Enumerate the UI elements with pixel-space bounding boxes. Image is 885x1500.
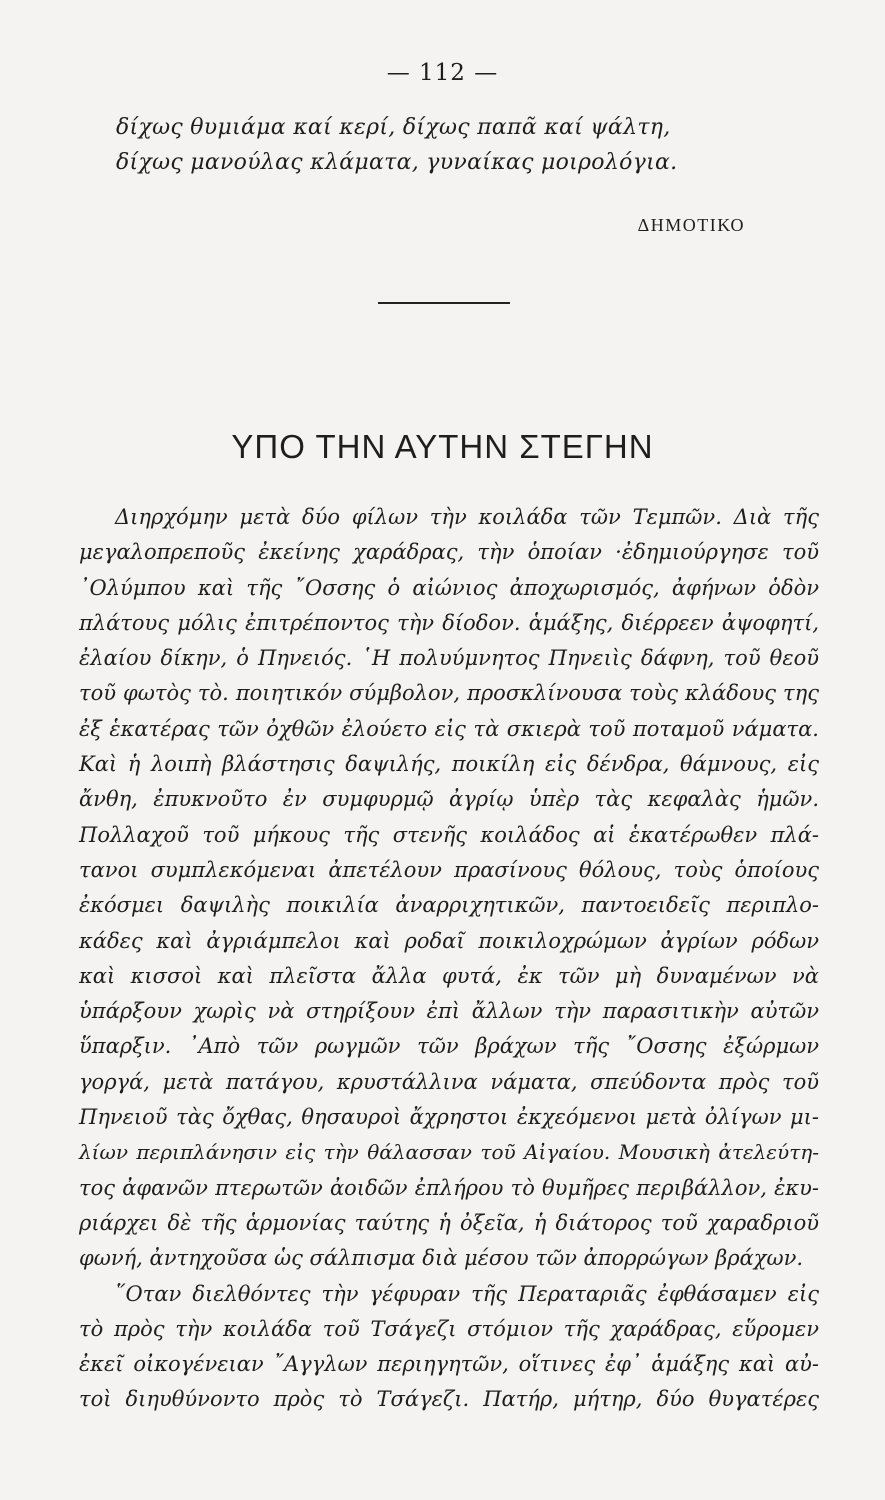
body-line: πλάτους μόλις ἐπιτρέποντος τὴν δίοδον. ἁμάξης, διέρρεεν ἀψοφητί, [79,610,819,635]
page-number: — 112 — [386,60,499,86]
body-line: ῞Οταν διελθόντες τὴν γέφυραν τῆς Περαταριᾶς ἐφθάσαμεν εἰς [115,1281,819,1306]
body-line: κάδες καὶ ἀγριάμπελοι καὶ ροδαῖ ποικιλοχρώμων ἀγρίων ρόδων [79,928,819,953]
body-line: τοὶ διηυθύνοντο πρὸς τὸ Τσάγεζι. Πατήρ, μήτηρ, δύο θυγατέρες [79,1387,819,1412]
body-line: ὑπάρξουν χωρὶς νὰ στηρίξουν ἐπὶ ἄλλων τὴν παρασιτικὴν αὐτῶν [79,999,819,1024]
body-line: ᾿Ολύμπου καὶ τῆς ῎Οσσης ὁ αἰώνιος ἀποχωρισμός, ἀφήνων ὁδὸν [79,575,819,600]
body-line: φωνή, ἀντηχοῦσα ὡς σάλπισμα διὰ μέσου τῶν ἀπορρώγων βράχων. [79,1246,804,1271]
body-line: καὶ κισσοὶ καὶ πλεῖστα ἄλλα φυτά, ἐκ τῶν μὴ δυναμένων νὰ [79,963,819,988]
body-line: τὸ πρὸς τὴν κοιλάδα τοῦ Τσάγεζι στόμιον τῆς χαράδρας, εὕρομεν [79,1316,819,1341]
body-line: ἄνθη, ἐπυκνοῦτο ἐν συμφυρμῷ ἀγρίῳ ὑπὲρ τὰς κεφαλὰς ἡμῶν. [79,787,819,812]
body-line: τος ἀφανῶν πτερωτῶν ἀοιδῶν ἐπλήρου τὸ θυμῆρες περιβάλλον, ἐκυ- [79,1175,819,1200]
verse-line-1: δίχως θυμιάμα καί κερί, δίχως παπᾶ καί ψάλτη, [116,115,671,140]
body-line: ἐξ ἑκατέρας τῶν ὀχθῶν ἐλούετο εἰς τὰ σκιερὰ τοῦ ποταμοῦ νάματα. [79,716,819,741]
body-line: Πολλαχοῦ τοῦ μήκους τῆς στενῆς κοιλάδος αἱ ἑκατέρωθεν πλά- [79,822,819,847]
body-line: ὕπαρξιν. ᾿Απὸ τῶν ρωγμῶν τῶν βράχων τῆς ῎Οσσης ἐξώρμων [79,1034,819,1059]
chapter-title: ΥΠΟ ΤΗΝ ΑΥΤΗΝ ΣΤΕΓΗΝ [231,428,654,465]
poem-attribution: ΔΗΜΟΤΙΚΟ [637,215,745,235]
body-line: Διηρχόμην μετὰ δύο φίλων τὴν κοιλάδα τῶν Τεμπῶν. Διὰ τῆς [115,505,819,529]
body-line: ριάρχει δὲ τῆς ἁρμονίας ταύτης ἡ ὀξεῖα, ἡ διάτορος τοῦ χαραδριοῦ [79,1210,819,1235]
body-line: μεγαλοπρεποῦς ἐκείνης χαράδρας, τὴν ὁποίαν ·ἐδημιούργησε τοῦ [79,540,819,565]
body-line: ἐκεῖ οἰκογένειαν ῎Αγγλων περιηγητῶν, οἵτινες ἐφ᾿ ἁμάξης καὶ αὐ- [79,1352,819,1377]
body-line: τοῦ φωτὸς τὸ. ποιητικόν σύμβολον, προσκλίνουσα τοὺς κλάδους της [79,681,819,706]
body-line: ἐκόσμει δαψιλὴς ποικιλία ἀναρριχητικῶν, παντοειδεῖς περιπλο- [79,893,819,918]
body-line: γοργά, μετὰ πατάγου, κρυστάλλινα νάματα, σπεύδοντα πρὸς τοῦ [79,1069,819,1094]
body-line: τανοι συμπλεκόμεναι ἀπετέλουν πρασίνους θόλους, τοὺς ὁποίους [79,857,819,882]
body-line: ἐλαίου δίκην, ὁ Πηνειός. ῾Η πολυύμνητος Πηνειὶς δάφνη, τοῦ θεοῦ [79,646,819,671]
body-text [79,500,819,1418]
verse-line-2: δίχως μανούλας κλάματα, γυναίκας μοιρολόγια. [116,150,678,175]
body-line: λίων περιπλάνησιν εἰς τὴν θάλασσαν τοῦ Αἰγαίου. Μουσικὴ ἀτελεύτη- [79,1140,819,1165]
body-line: Καὶ ἡ λοιπὴ βλάστησις δαψιλής, ποικίλη εἰς δένδρα, θάμνους, εἰς [79,752,819,777]
body-line: Πηνειοῦ τὰς ὄχθας, θησαυροὶ ἄχρηστοι ἐκχεόμενοι μετὰ ὀλίγων μι- [79,1105,819,1130]
section-divider [378,302,510,304]
